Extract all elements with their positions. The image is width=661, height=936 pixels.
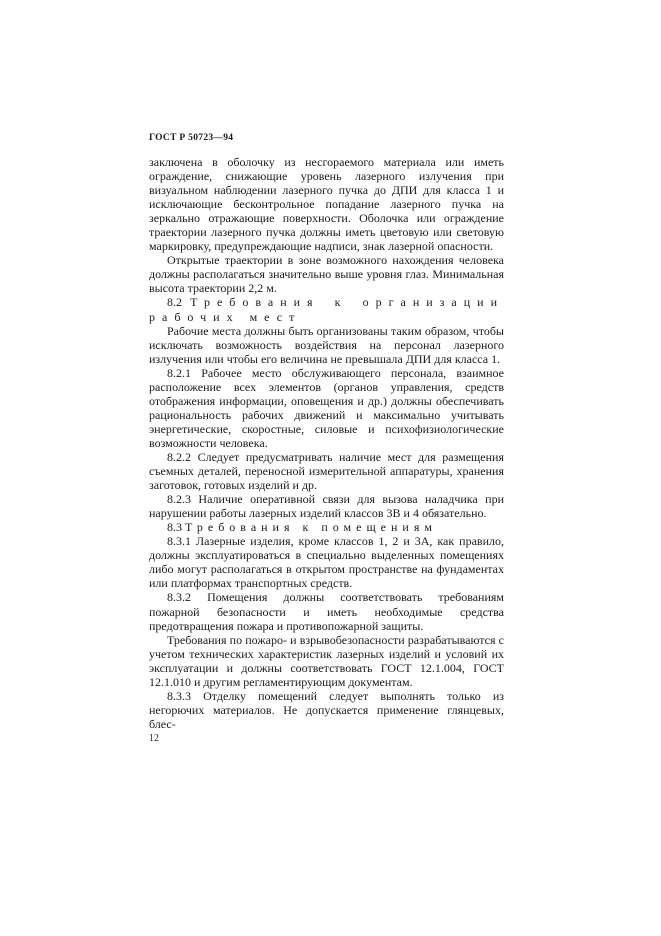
section-title: Требования к организации рабочих мест xyxy=(149,295,504,324)
paragraph-8-2-2: 8.2.2 Следует предусматривать наличие мест для размещения съемных деталей, переносной измерительной аппаратуры, хранения заготовок, готовых изделий и др. xyxy=(149,449,504,493)
paragraph-8-3-3: 8.3.3 Отделку помещений следует выполнять только из негорючих материалов. Не допускается применение глянцевых, блес- xyxy=(149,688,504,731)
paragraph-open-paths: Открытые траектории в зоне возможного нахождения человека должны располагаться значительно выше уровня глаз. Минимальная высота траектории 2,2 м. xyxy=(149,253,504,296)
section-number: 8.3 xyxy=(167,520,182,535)
page-number: 12 xyxy=(149,733,159,744)
body-text xyxy=(149,155,504,731)
paragraph-8-2-1: 8.2.1 Рабочее место обслуживающего персонала, взаимное расположение всех элементов (органов управления, средств отображения информации, оповещения и др.) должны обеспечивать рациональность рабочих движений и максимально учитывать энергетические, скоростные, силовые и психофизиологические возможности человека. xyxy=(149,365,504,450)
section-heading-8-2 xyxy=(149,295,504,323)
paragraph-workplaces: Рабочие места должны быть организованы таким образом, чтобы исключать возможность воздействия на персонал лазерного излучения или чтобы его величина не превышала ДПИ для класса 1. xyxy=(149,323,504,366)
paragraph-8-2-3: 8.2.3 Наличие оперативной связи для вызова наладчика при нарушении работы лазерных изделий классов 3В и 4 обязательно. xyxy=(149,492,504,521)
section-title: Требования к помещениям xyxy=(185,520,437,535)
paragraph-8-3-2: 8.3.2 Помещения должны соответствовать требованиям пожарной безопасности и иметь необходимые средства предотвращения пожара и противопожарной защиты. xyxy=(149,590,504,633)
document-header: ГОСТ Р 50723—94 xyxy=(149,133,234,143)
section-number: 8.2 xyxy=(167,295,182,310)
paragraph-8-3-1: 8.3.1 Лазерные изделия, кроме классов 1, 2 и 3А, как правило, должны эксплуатироваться в специально выделенных помещениях либо могут располагаться в открытом пространстве на фундаментах или платформах транспортных средств. xyxy=(149,534,504,591)
paragraph-continuation: заключена в оболочку из несгораемого материала или иметь ограждение, снижающие уровень лазерного излучения при визуальном наблюдении лазерного пучка до ДПИ для класса 1 и исключающие бесконтрольное попадание лазерного пучка на зеркально отражающие поверхности. Оболочка или ограждение траектории лазерного пучка должны иметь цветовую или световую маркировку, предупреждающие надписи, знак лазерной опасности. xyxy=(149,155,504,254)
section-heading-8-3 xyxy=(149,520,504,534)
paragraph-fire-safety: Требования по пожаро- и взрывобезопасности разрабатываются с учетом технических характеристик лазерных изделий и условий их эксплуатации и должны соответствовать ГОСТ 12.1.004, ГОСТ 12.1.010 и другим регламентирующим документам. xyxy=(149,632,504,689)
